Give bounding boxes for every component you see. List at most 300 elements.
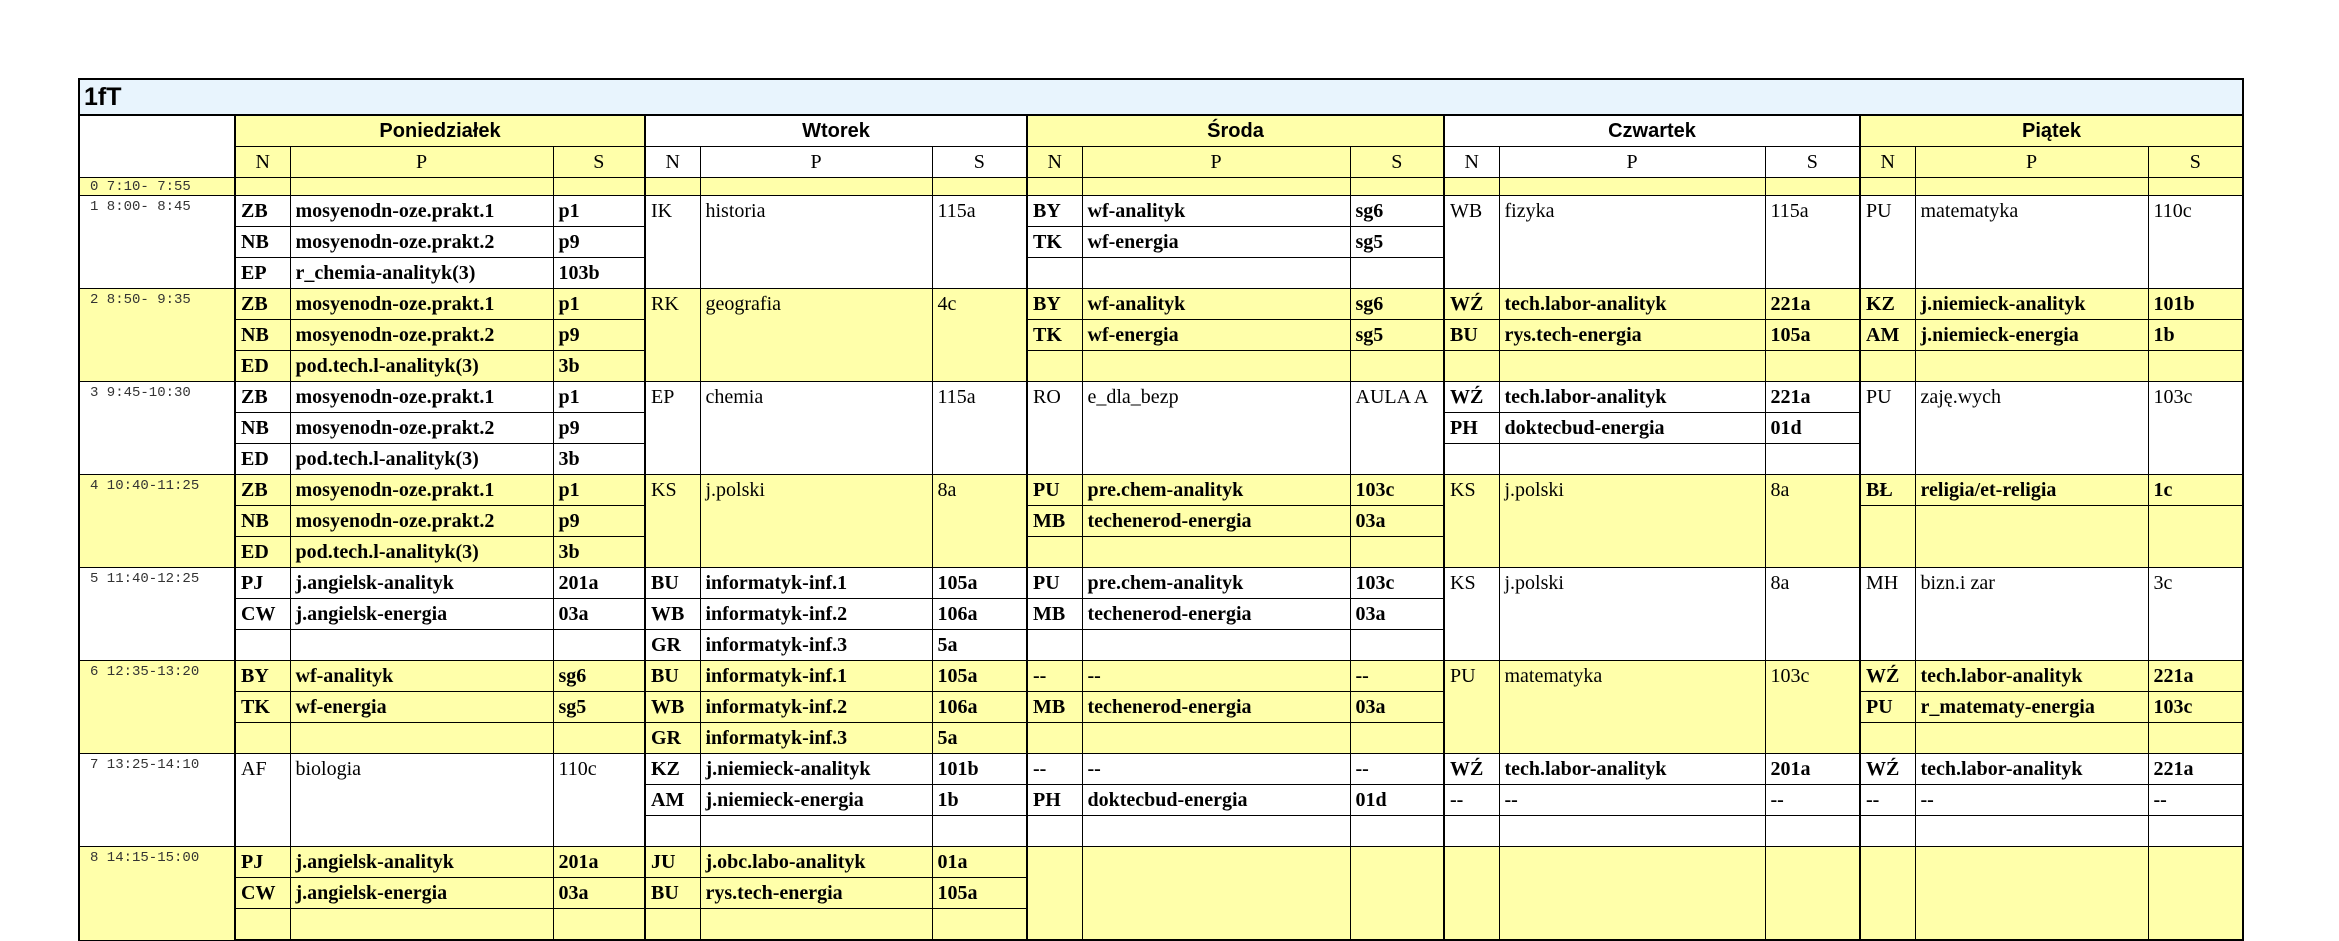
empty-cell	[1499, 692, 1765, 723]
empty-cell	[1915, 258, 2148, 289]
empty-cell	[1444, 599, 1499, 630]
timetable-wrapper	[78, 78, 2244, 941]
empty-cell	[645, 351, 700, 382]
empty-cell	[932, 320, 1027, 351]
empty-cell	[1082, 351, 1350, 382]
period-label: 7 13:25-14:10	[79, 754, 235, 847]
empty-cell	[1499, 723, 1765, 754]
lesson-room: --	[2148, 785, 2243, 816]
lesson-subject: wf-energia	[290, 692, 553, 723]
empty-cell	[1765, 909, 1860, 941]
empty-cell	[1082, 444, 1350, 475]
lesson-teacher: ED	[235, 444, 290, 475]
period-label: 5 11:40-12:25	[79, 568, 235, 661]
empty-cell	[1765, 599, 1860, 630]
empty-cell	[1082, 847, 1350, 878]
lesson-subject: informatyk-inf.2	[700, 599, 932, 630]
timetable-row	[79, 878, 2243, 909]
empty-cell	[290, 723, 553, 754]
lesson-subject: wf-analityk	[290, 661, 553, 692]
empty-cell	[235, 723, 290, 754]
column-header-p: P	[1915, 147, 2148, 178]
empty-cell	[1765, 847, 1860, 878]
lesson-room: 201a	[553, 847, 645, 878]
empty-cell	[1082, 723, 1350, 754]
lesson-teacher: CW	[235, 878, 290, 909]
lesson-teacher: EP	[235, 258, 290, 289]
empty-cell	[700, 178, 932, 196]
empty-cell	[1444, 630, 1499, 661]
lesson-subject: fizyka	[1499, 196, 1765, 227]
empty-cell	[645, 413, 700, 444]
lesson-teacher: GR	[645, 630, 700, 661]
empty-cell	[1860, 227, 1915, 258]
timetable-row	[79, 661, 2243, 692]
empty-cell	[2148, 178, 2243, 196]
empty-cell	[1499, 351, 1765, 382]
empty-cell	[1350, 878, 1444, 909]
lesson-teacher: WB	[645, 599, 700, 630]
empty-cell	[700, 506, 932, 537]
empty-cell	[1499, 847, 1765, 878]
lesson-room: 221a	[1765, 382, 1860, 413]
lesson-subject: geografia	[700, 289, 932, 320]
lesson-room: 01d	[1765, 413, 1860, 444]
lesson-subject: informatyk-inf.1	[700, 661, 932, 692]
empty-cell	[1082, 878, 1350, 909]
lesson-teacher: GR	[645, 723, 700, 754]
lesson-subject: j.niemieck-energia	[700, 785, 932, 816]
lesson-room: 3b	[553, 444, 645, 475]
lesson-subject: j.angielsk-analityk	[290, 847, 553, 878]
empty-cell	[645, 320, 700, 351]
timetable-row	[79, 754, 2243, 785]
timetable-row	[79, 382, 2243, 413]
lesson-room: --	[1765, 785, 1860, 816]
lesson-teacher: PU	[1027, 475, 1082, 506]
empty-cell	[1860, 630, 1915, 661]
lesson-teacher: MH	[1860, 568, 1915, 599]
empty-cell	[1860, 537, 1915, 568]
lesson-teacher: PH	[1444, 413, 1499, 444]
lesson-subject: mosyenodn-oze.prakt.2	[290, 506, 553, 537]
empty-cell	[2148, 413, 2243, 444]
empty-cell	[932, 506, 1027, 537]
timetable-row	[79, 909, 2243, 941]
empty-cell	[1860, 878, 1915, 909]
timetable-row	[79, 351, 2243, 382]
empty-cell	[1860, 413, 1915, 444]
empty-cell	[932, 444, 1027, 475]
lesson-subject: tech.labor-analityk	[1499, 754, 1765, 785]
empty-cell	[1915, 816, 2148, 847]
timetable-row	[79, 289, 2243, 320]
empty-cell	[1027, 258, 1082, 289]
lesson-room: 221a	[1765, 289, 1860, 320]
column-header-p: P	[1499, 147, 1765, 178]
empty-cell	[1350, 723, 1444, 754]
empty-cell	[553, 630, 645, 661]
empty-cell	[235, 816, 290, 847]
lesson-room: 3b	[553, 537, 645, 568]
lesson-subject: --	[1499, 785, 1765, 816]
lesson-room: 110c	[2148, 196, 2243, 227]
lesson-subject: religia/et-religia	[1915, 475, 2148, 506]
empty-cell	[2148, 258, 2243, 289]
column-header-s: S	[1350, 147, 1444, 178]
empty-cell	[2148, 723, 2243, 754]
empty-cell	[1860, 444, 1915, 475]
lesson-teacher: BU	[645, 878, 700, 909]
empty-cell	[2148, 847, 2243, 878]
lesson-teacher: BU	[645, 568, 700, 599]
lesson-room: sg6	[1350, 196, 1444, 227]
empty-cell	[1765, 537, 1860, 568]
lesson-subject: j.polski	[1499, 475, 1765, 506]
empty-cell	[1499, 227, 1765, 258]
empty-cell	[1499, 444, 1765, 475]
empty-cell	[1350, 537, 1444, 568]
empty-cell	[553, 816, 645, 847]
empty-cell	[2148, 909, 2243, 941]
lesson-subject: rys.tech-energia	[700, 878, 932, 909]
lesson-room: AULA A	[1350, 382, 1444, 413]
empty-cell	[2148, 506, 2243, 537]
lesson-room: 8a	[1765, 568, 1860, 599]
empty-cell	[1350, 351, 1444, 382]
empty-cell	[1350, 816, 1444, 847]
empty-cell	[1765, 723, 1860, 754]
timetable-row	[79, 320, 2243, 351]
lesson-room: p1	[553, 382, 645, 413]
lesson-teacher: JU	[645, 847, 700, 878]
empty-cell	[700, 909, 932, 941]
empty-cell	[1860, 178, 1915, 196]
lesson-subject: mosyenodn-oze.prakt.1	[290, 196, 553, 227]
lesson-teacher: WŹ	[1444, 754, 1499, 785]
lesson-room: 1b	[932, 785, 1027, 816]
empty-cell	[553, 723, 645, 754]
empty-cell	[1350, 258, 1444, 289]
lesson-subject: j.niemieck-analityk	[1915, 289, 2148, 320]
lesson-room: 8a	[932, 475, 1027, 506]
lesson-room: 4c	[932, 289, 1027, 320]
lesson-subject: j.angielsk-energia	[290, 878, 553, 909]
lesson-subject: tech.labor-analityk	[1915, 754, 2148, 785]
lesson-subject: mosyenodn-oze.prakt.1	[290, 382, 553, 413]
lesson-subject: j.polski	[700, 475, 932, 506]
lesson-subject: wf-energia	[1082, 320, 1350, 351]
lesson-room: 03a	[553, 599, 645, 630]
column-header-n: N	[645, 147, 700, 178]
lesson-teacher: WŹ	[1444, 289, 1499, 320]
empty-cell	[1082, 909, 1350, 941]
lesson-subject: j.angielsk-analityk	[290, 568, 553, 599]
lesson-room: 221a	[2148, 754, 2243, 785]
empty-cell	[700, 258, 932, 289]
header-corner	[79, 115, 235, 178]
lesson-room: 5a	[932, 630, 1027, 661]
empty-cell	[1350, 178, 1444, 196]
lesson-teacher: WB	[645, 692, 700, 723]
lesson-subject: j.niemieck-energia	[1915, 320, 2148, 351]
lesson-subject: mosyenodn-oze.prakt.2	[290, 320, 553, 351]
empty-cell	[645, 258, 700, 289]
empty-cell	[1027, 537, 1082, 568]
day-header: Wtorek	[645, 115, 1027, 147]
empty-cell	[2148, 630, 2243, 661]
empty-cell	[1027, 630, 1082, 661]
lesson-subject: informatyk-inf.3	[700, 630, 932, 661]
day-header: Czwartek	[1444, 115, 1860, 147]
empty-cell	[1499, 630, 1765, 661]
lesson-teacher: IK	[645, 196, 700, 227]
timetable-row	[79, 178, 2243, 196]
empty-cell	[1765, 178, 1860, 196]
empty-cell	[1915, 444, 2148, 475]
period-label: 2 8:50- 9:35	[79, 289, 235, 382]
lesson-subject: bizn.i zar	[1915, 568, 2148, 599]
lesson-subject: j.obc.labo-analityk	[700, 847, 932, 878]
lesson-subject: pod.tech.l-analityk(3)	[290, 351, 553, 382]
empty-cell	[1915, 506, 2148, 537]
lesson-teacher: NB	[235, 413, 290, 444]
lesson-subject: r_matematy-energia	[1915, 692, 2148, 723]
empty-cell	[1915, 599, 2148, 630]
empty-cell	[700, 816, 932, 847]
lesson-room: 03a	[553, 878, 645, 909]
period-label: 0 7:10- 7:55	[79, 178, 235, 196]
empty-cell	[553, 785, 645, 816]
lesson-subject: informatyk-inf.2	[700, 692, 932, 723]
empty-cell	[1915, 178, 2148, 196]
lesson-subject: zaję.wych	[1915, 382, 2148, 413]
empty-cell	[1444, 878, 1499, 909]
timetable-row	[79, 227, 2243, 258]
lesson-teacher: PU	[1860, 382, 1915, 413]
lesson-subject: techenerod-energia	[1082, 506, 1350, 537]
empty-cell	[1860, 351, 1915, 382]
empty-cell	[1915, 723, 2148, 754]
lesson-subject: doktecbud-energia	[1499, 413, 1765, 444]
empty-cell	[1915, 847, 2148, 878]
lesson-teacher: KS	[1444, 568, 1499, 599]
lesson-teacher: AF	[235, 754, 290, 785]
empty-cell	[1444, 723, 1499, 754]
lesson-teacher: MB	[1027, 506, 1082, 537]
lesson-room: 106a	[932, 599, 1027, 630]
lesson-teacher: TK	[235, 692, 290, 723]
lesson-room: 101b	[2148, 289, 2243, 320]
lesson-teacher: NB	[235, 320, 290, 351]
empty-cell	[1444, 258, 1499, 289]
empty-cell	[2148, 878, 2243, 909]
lesson-teacher: PU	[1860, 196, 1915, 227]
empty-cell	[932, 258, 1027, 289]
lesson-subject: rys.tech-energia	[1499, 320, 1765, 351]
empty-cell	[1860, 258, 1915, 289]
empty-cell	[1915, 878, 2148, 909]
empty-cell	[1027, 909, 1082, 941]
lesson-room: sg6	[1350, 289, 1444, 320]
day-header: Piątek	[1860, 115, 2243, 147]
timetable-row	[79, 599, 2243, 630]
lesson-subject: doktecbud-energia	[1082, 785, 1350, 816]
lesson-teacher: TK	[1027, 320, 1082, 351]
empty-cell	[1027, 444, 1082, 475]
lesson-teacher: ED	[235, 537, 290, 568]
lesson-room: 01a	[932, 847, 1027, 878]
lesson-teacher: KZ	[645, 754, 700, 785]
lesson-room: 106a	[932, 692, 1027, 723]
lesson-teacher: RK	[645, 289, 700, 320]
lesson-subject: mosyenodn-oze.prakt.2	[290, 413, 553, 444]
lesson-room: 03a	[1350, 599, 1444, 630]
empty-cell	[700, 444, 932, 475]
lesson-teacher: RO	[1027, 382, 1082, 413]
empty-cell	[1444, 351, 1499, 382]
lesson-room: 8a	[1765, 475, 1860, 506]
empty-cell	[1499, 506, 1765, 537]
lesson-teacher: BY	[235, 661, 290, 692]
lesson-teacher: PH	[1027, 785, 1082, 816]
lesson-room: --	[1350, 661, 1444, 692]
empty-cell	[932, 227, 1027, 258]
lesson-room: 01d	[1350, 785, 1444, 816]
timetable-row	[79, 816, 2243, 847]
empty-cell	[1765, 258, 1860, 289]
lesson-room: p1	[553, 289, 645, 320]
lesson-subject: pod.tech.l-analityk(3)	[290, 537, 553, 568]
empty-cell	[1915, 351, 2148, 382]
column-header-n: N	[1444, 147, 1499, 178]
lesson-subject: --	[1082, 754, 1350, 785]
lesson-room: 103c	[2148, 382, 2243, 413]
lesson-subject: matematyka	[1915, 196, 2148, 227]
lesson-teacher: ZB	[235, 475, 290, 506]
lesson-teacher: WŹ	[1860, 754, 1915, 785]
empty-cell	[1765, 630, 1860, 661]
empty-cell	[1027, 878, 1082, 909]
lesson-room: 105a	[932, 878, 1027, 909]
empty-cell	[2148, 444, 2243, 475]
lesson-teacher: EP	[645, 382, 700, 413]
empty-cell	[1082, 816, 1350, 847]
lesson-room: 103c	[1765, 661, 1860, 692]
lesson-room: 115a	[1765, 196, 1860, 227]
empty-cell	[932, 351, 1027, 382]
empty-cell	[235, 909, 290, 941]
lesson-room: sg5	[553, 692, 645, 723]
column-header-p: P	[290, 147, 553, 178]
lesson-teacher: BY	[1027, 196, 1082, 227]
empty-cell	[700, 537, 932, 568]
empty-cell	[553, 909, 645, 941]
empty-cell	[1915, 227, 2148, 258]
lesson-subject: tech.labor-analityk	[1915, 661, 2148, 692]
lesson-teacher: WB	[1444, 196, 1499, 227]
empty-cell	[1915, 537, 2148, 568]
lesson-room: 201a	[1765, 754, 1860, 785]
lesson-teacher: PU	[1860, 692, 1915, 723]
empty-cell	[1765, 227, 1860, 258]
lesson-teacher: PJ	[235, 568, 290, 599]
empty-cell	[1860, 847, 1915, 878]
empty-cell	[932, 816, 1027, 847]
lesson-subject: pod.tech.l-analityk(3)	[290, 444, 553, 475]
lesson-room: p9	[553, 413, 645, 444]
lesson-room: 3b	[553, 351, 645, 382]
empty-cell	[1765, 506, 1860, 537]
empty-cell	[1765, 878, 1860, 909]
empty-cell	[1499, 816, 1765, 847]
lesson-room: 103c	[2148, 692, 2243, 723]
lesson-room: p9	[553, 506, 645, 537]
timetable-row	[79, 692, 2243, 723]
lesson-room: 03a	[1350, 692, 1444, 723]
lesson-room: 105a	[932, 568, 1027, 599]
empty-cell	[645, 178, 700, 196]
empty-cell	[1860, 723, 1915, 754]
period-label: 6 12:35-13:20	[79, 661, 235, 754]
lesson-subject: mosyenodn-oze.prakt.1	[290, 475, 553, 506]
lesson-subject: j.niemieck-analityk	[700, 754, 932, 785]
lesson-teacher: BY	[1027, 289, 1082, 320]
lesson-room: p1	[553, 475, 645, 506]
column-header-p: P	[700, 147, 932, 178]
empty-cell	[1027, 351, 1082, 382]
empty-cell	[645, 506, 700, 537]
empty-cell	[553, 178, 645, 196]
empty-cell	[932, 909, 1027, 941]
lesson-subject: e_dla_bezp	[1082, 382, 1350, 413]
lesson-room: 1c	[2148, 475, 2243, 506]
column-header-p: P	[1082, 147, 1350, 178]
lesson-subject: informatyk-inf.1	[700, 568, 932, 599]
empty-cell	[290, 178, 553, 196]
lesson-subject: --	[1082, 661, 1350, 692]
lesson-subject: chemia	[700, 382, 932, 413]
lesson-subject: pre.chem-analityk	[1082, 568, 1350, 599]
lesson-subject: mosyenodn-oze.prakt.1	[290, 289, 553, 320]
empty-cell	[1860, 909, 1915, 941]
empty-cell	[1350, 847, 1444, 878]
empty-cell	[1444, 444, 1499, 475]
lesson-subject: techenerod-energia	[1082, 599, 1350, 630]
empty-cell	[2148, 351, 2243, 382]
empty-cell	[1082, 630, 1350, 661]
timetable-row	[79, 785, 2243, 816]
lesson-room: 1b	[2148, 320, 2243, 351]
empty-cell	[2148, 816, 2243, 847]
timetable-row	[79, 723, 2243, 754]
empty-cell	[1444, 537, 1499, 568]
empty-cell	[290, 630, 553, 661]
lesson-teacher: ZB	[235, 289, 290, 320]
lesson-subject: biologia	[290, 754, 553, 785]
lesson-teacher: ZB	[235, 382, 290, 413]
empty-cell	[1499, 537, 1765, 568]
lesson-room: 115a	[932, 382, 1027, 413]
lesson-subject: r_chemia-analityk(3)	[290, 258, 553, 289]
empty-cell	[1350, 413, 1444, 444]
timetable-row	[79, 475, 2243, 506]
lesson-teacher: PU	[1027, 568, 1082, 599]
lesson-room: sg5	[1350, 227, 1444, 258]
lesson-teacher: ZB	[235, 196, 290, 227]
lesson-subject: informatyk-inf.3	[700, 723, 932, 754]
lesson-teacher: MB	[1027, 692, 1082, 723]
